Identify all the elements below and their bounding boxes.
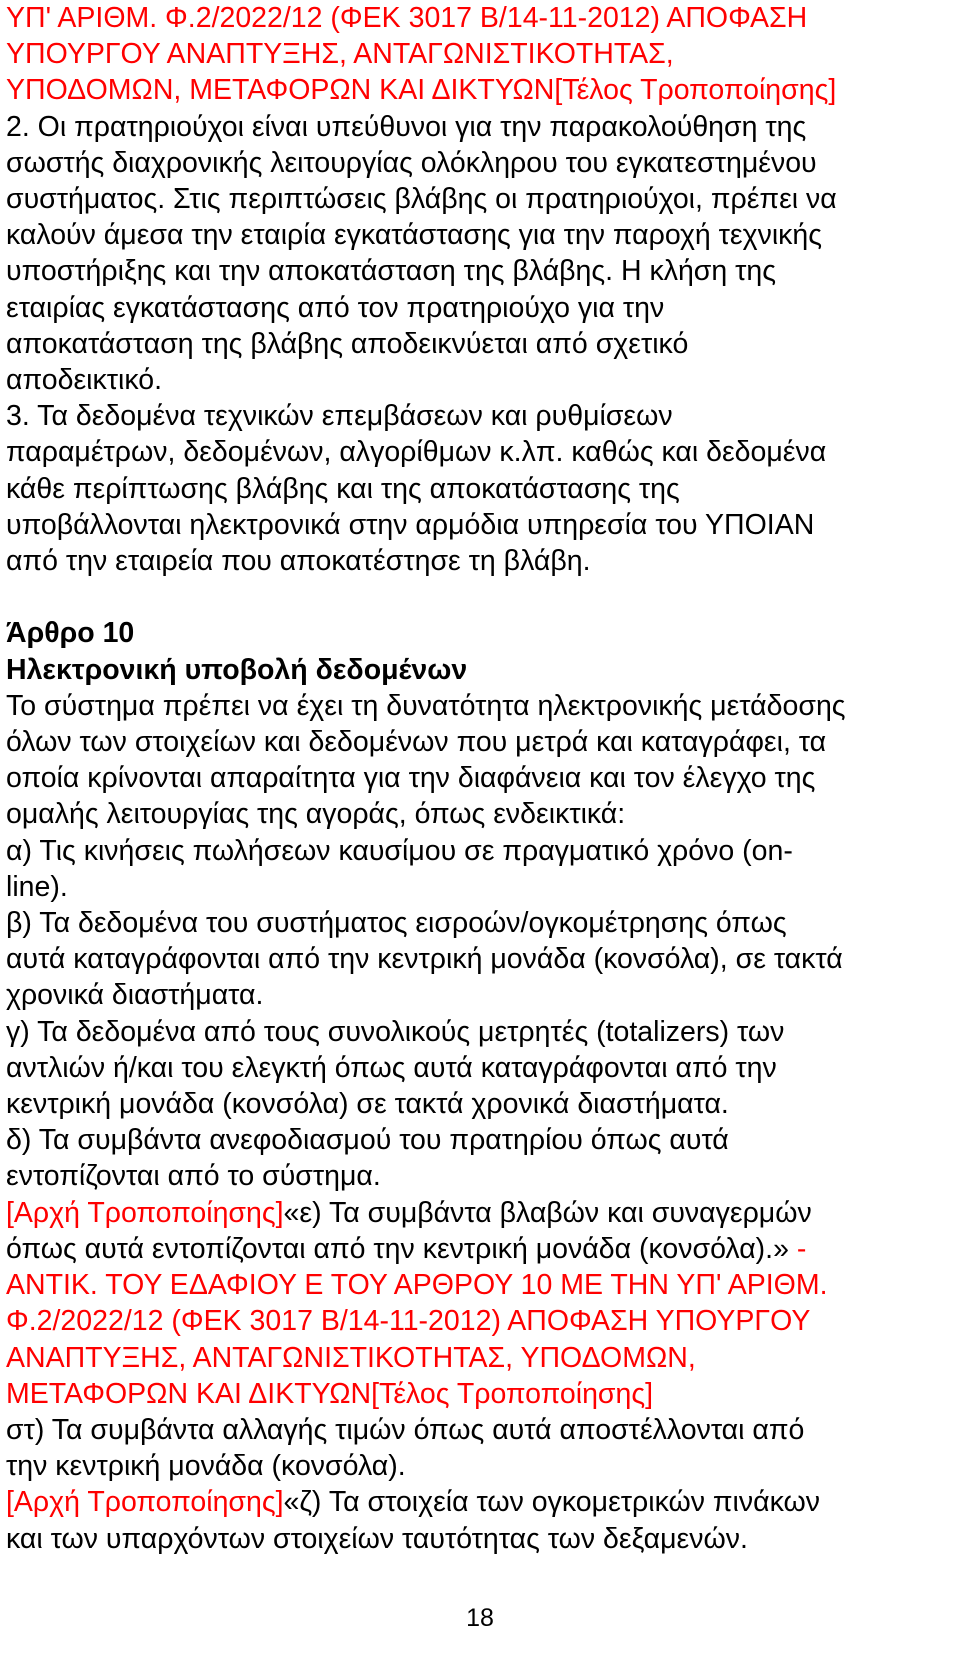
text-line: [6, 290, 954, 326]
text-line: [6, 760, 954, 796]
text-line: [6, 1231, 954, 1267]
body-text: «ε) Τα συμβάντα βλαβών και συναγερμών: [283, 1196, 812, 1229]
body-text: χρονικά διαστήματα.: [6, 979, 264, 1012]
text-line: [6, 1376, 954, 1412]
body-text: οποία κρίνονται απαραίτητα για την διαφάνεια και τον έλεγχο της: [6, 762, 816, 795]
body-text: παραμέτρων, δεδομένων, αλγορίθμων κ.λπ. καθώς και δεδομένα: [6, 436, 827, 469]
text-line: [6, 1484, 954, 1520]
text-line: [6, 471, 954, 507]
text-line: [6, 1340, 954, 1376]
amendment-text: ΥΠΟΔΟΜΩΝ, ΜΕΤΑΦΟΡΩΝ ΚΑΙ ΔΙΚΤΥΩΝ[Τέλος Τροποποίησης]: [6, 74, 837, 107]
text-line: [6, 688, 954, 724]
heading-text: Ηλεκτρονική υποβολή δεδομένων: [6, 653, 468, 686]
body-text: αποκατάσταση της βλάβης αποδεικνύεται από σχετικό: [6, 327, 689, 360]
text-line: [6, 1050, 954, 1086]
amendment-text: ΑΝΑΠΤΥΞΗΣ, ΑΝΤΑΓΩΝΙΣΤΙΚΟΤΗΤΑΣ, ΥΠΟΔΟΜΩΝ,: [6, 1341, 696, 1374]
text-line: [6, 941, 954, 977]
text-line: [6, 1122, 954, 1158]
body-text: εντοπίζονται από το σύστημα.: [6, 1160, 381, 1193]
body-text: αυτά καταγράφονται από την κεντρική μονάδα (κονσόλα), σε τακτά: [6, 943, 843, 976]
body-text: από την εταιρεία που αποκατέστησε τη βλάβη.: [6, 545, 591, 578]
amendment-text: -: [796, 1232, 807, 1265]
blank-line: [6, 579, 954, 615]
body-text: συστήματος. Στις περιπτώσεις βλάβης οι πρατηριούχοι, πρέπει να: [6, 183, 837, 216]
text-line: [6, 543, 954, 579]
text-line: [6, 905, 954, 941]
text-line: [6, 181, 954, 217]
body-text: line).: [6, 870, 68, 903]
text-line: [6, 1303, 954, 1339]
body-text: όπως αυτά εντοπίζονται από την κεντρική μονάδα (κονσόλα).»: [6, 1232, 797, 1265]
text-line: [6, 434, 954, 470]
text-line: [6, 253, 954, 289]
text-line: [6, 362, 954, 398]
body-text: κάθε περίπτωσης βλάβης και της αποκατάστασης της: [6, 472, 680, 505]
text-line: [6, 398, 954, 434]
body-text: ομαλής λειτουργίας της αγοράς, όπως ενδεικτικά:: [6, 798, 626, 831]
text-line: [6, 724, 954, 760]
text-line: [6, 1195, 954, 1231]
heading-text: Άρθρο 10: [6, 617, 135, 650]
text-line: [6, 652, 954, 688]
body-text: γ) Τα δεδομένα από τους συνολικούς μετρητές (totalizers) των: [6, 1015, 785, 1048]
text-line: [6, 1412, 954, 1448]
body-text: όλων των στοιχείων και δεδομένων που μετρά και καταγράφει, τα: [6, 726, 827, 759]
text-line: [6, 1014, 954, 1050]
body-text: εταιρίας εγκατάστασης από τον πρατηριούχο για την: [6, 291, 665, 324]
text-line: [6, 1448, 954, 1484]
page-number: 18: [466, 1604, 494, 1632]
body-text: αντλιών ή/και του ελεγκτή όπως αυτά καταγράφονται από την: [6, 1051, 777, 1084]
body-text: σωστής διαχρονικής λειτουργίας ολόκληρου του εγκατεστημένου: [6, 146, 817, 179]
text-line: [6, 977, 954, 1013]
text-line: [6, 109, 954, 145]
text-line: [6, 1521, 954, 1557]
amendment-text: [Αρχή Τροποποίησης]: [6, 1196, 284, 1229]
amendment-text: ΥΠ' ΑΡΙΘΜ. Φ.2/2022/12 (ΦΕΚ 3017 Β/14-11-2012) ΑΠΟΦΑΣΗ: [6, 2, 808, 34]
text-line: [6, 36, 954, 72]
text-line: [6, 833, 954, 869]
body-text: αποδεικτικό.: [6, 364, 162, 397]
body-text: Το σύστημα πρέπει να έχει τη δυνατότητα ηλεκτρονικής μετάδοσης: [6, 689, 846, 722]
text-line: [6, 1158, 954, 1194]
text-line: [6, 1267, 954, 1303]
text-line: [6, 796, 954, 832]
amendment-text: ΜΕΤΑΦΟΡΩΝ ΚΑΙ ΔΙΚΤΥΩΝ[Τέλος Τροποποίησης]: [6, 1377, 654, 1410]
body-text: καλούν άμεσα την εταιρία εγκατάστασης για την παροχή τεχνικής: [6, 219, 823, 252]
body-text: στ) Τα συμβάντα αλλαγής τιμών όπως αυτά αποστέλλονται από: [6, 1413, 805, 1446]
body-text: την κεντρική μονάδα (κονσόλα).: [6, 1450, 406, 1483]
amendment-text: ΥΠΟΥΡΓΟΥ ΑΝΑΠΤΥΞΗΣ, ΑΝΤΑΓΩΝΙΣΤΙΚΟΤΗΤΑΣ,: [6, 38, 674, 71]
text-line: [6, 217, 954, 253]
text-line: [6, 615, 954, 651]
body-text: και των υπαρχόντων στοιχείων ταυτότητας των δεξαμενών.: [6, 1522, 748, 1555]
text-line: [6, 869, 954, 905]
amendment-text: Φ.2/2022/12 (ΦΕΚ 3017 Β/14-11-2012) ΑΠΟΦΑΣΗ ΥΠΟΥΡΓΟΥ: [6, 1305, 811, 1338]
body-text: 2. Οι πρατηριούχοι είναι υπεύθυνοι για την παρακολούθηση της: [6, 110, 807, 143]
text-line: [6, 507, 954, 543]
body-text: α) Τις κινήσεις πωλήσεων καυσίμου σε πραγματικό χρόνο (on-: [6, 834, 793, 867]
body-text: δ) Τα συμβάντα ανεφοδιασμού του πρατηρίου όπως αυτά: [6, 1124, 729, 1157]
text-line: [6, 326, 954, 362]
body-text: 3. Τα δεδομένα τεχνικών επεμβάσεων και ρυθμίσεων: [6, 400, 673, 433]
text-line: [6, 72, 954, 108]
body-text: β) Τα δεδομένα του συστήματος εισροών/ογκομέτρησης όπως: [6, 907, 787, 940]
amendment-text: [Αρχή Τροποποίησης]: [6, 1486, 284, 1519]
text-line: [6, 0, 954, 36]
body-text: υποστήριξης και την αποκατάσταση της βλάβης. Η κλήση της: [6, 255, 777, 288]
body-text: κεντρική μονάδα (κονσόλα) σε τακτά χρονικά διαστήματα.: [6, 1088, 729, 1121]
body-text: υποβάλλονται ηλεκτρονικά στην αρμόδια υπηρεσία του ΥΠΟΙΑΝ: [6, 508, 815, 541]
amendment-text: ΑΝΤΙΚ. ΤΟΥ ΕΔΑΦΙΟΥ Ε ΤΟΥ ΑΡΘΡΟΥ 10 ΜΕ ΤΗΝ ΥΠ' ΑΡΙΘΜ.: [6, 1269, 828, 1302]
text-line: [6, 1086, 954, 1122]
body-text: «ζ) Τα στοιχεία των ογκομετρικών πινάκων: [283, 1486, 821, 1519]
text-line: [6, 145, 954, 181]
document-body: [6, 0, 954, 1557]
